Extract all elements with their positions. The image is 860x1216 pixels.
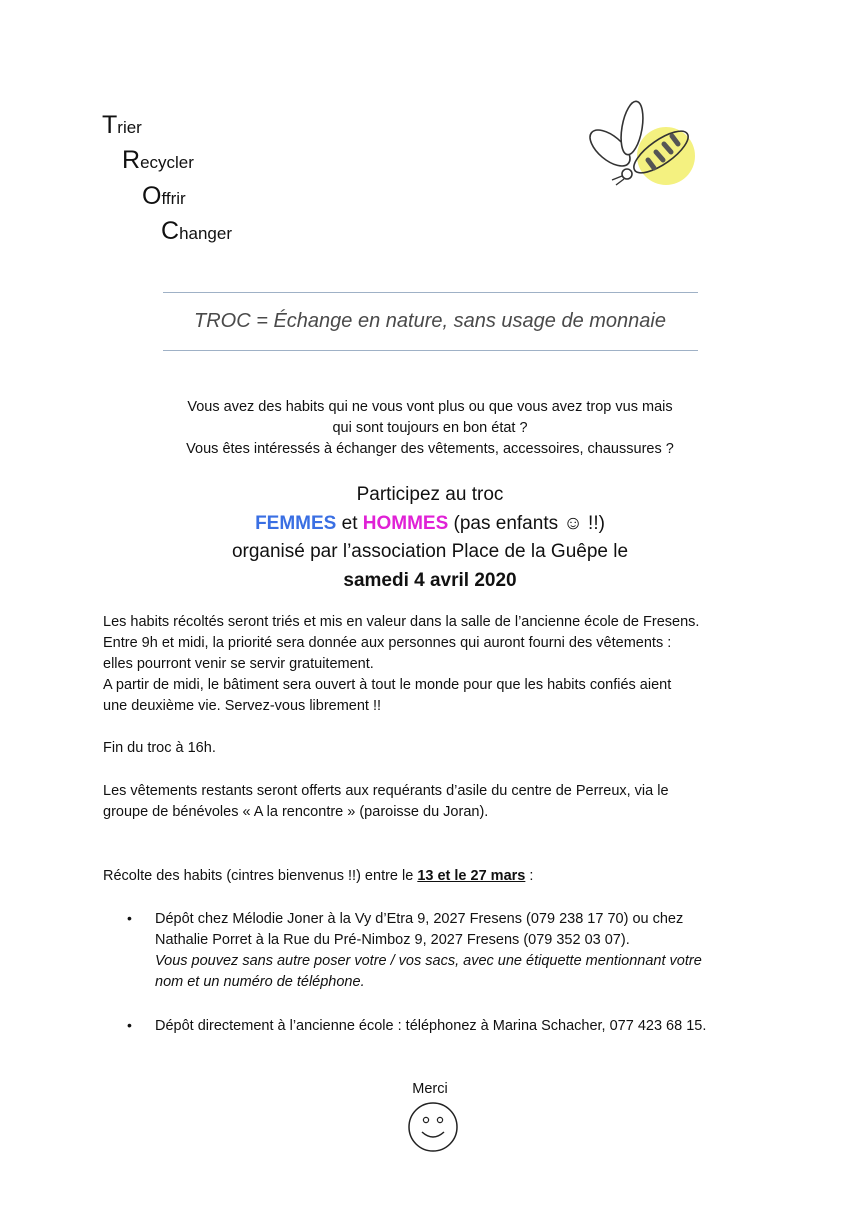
announcement	[0, 481, 860, 595]
intro-line: Vous êtes intéressés à échanger des vêtements, accessoires, chaussures ?	[186, 441, 674, 457]
acronym-trier: Trier	[102, 111, 142, 139]
organizer-line: organisé par l’association Place de la Guêpe le	[231, 541, 629, 562]
tagline: TROC = Échange en nature, sans usage de monnaie	[194, 310, 666, 332]
bullet-marker: •	[127, 910, 132, 926]
acronym-recycler: Recycler	[122, 146, 194, 174]
top-divider	[163, 292, 698, 293]
hommes-label: HOMMES	[362, 512, 449, 534]
bullet-item: Dépôt directement à l’ancienne école : téléphonez à Marina Schacher, 077 423 68 15.	[155, 1018, 707, 1034]
intro-text	[0, 397, 860, 460]
collection-dates: Récolte des habits (cintres bienvenus !!) entre le 13 et le 27 mars :	[103, 868, 534, 884]
bullet-marker: •	[127, 1017, 132, 1033]
donation-paragraph: Les vêtements restants seront offerts aux requérants d’asile du centre de Perreux, via le groupe de bénévoles « A la rencontre » (paroisse du Joran).	[103, 783, 669, 820]
announcement-title: Participez au troc	[356, 484, 504, 505]
femmes-label: FEMMES	[255, 512, 337, 534]
bullet-item: Dépôt chez Mélodie Joner à la Vy d’Etra 9, 2027 Fresens (079 238 17 70) ou chez Nathalie Porret à la Rue du Pré-Nimboz 9, 2027 Fresens (079 352 03 07). Vous pouvez sans autre poser votre / vos sacs, avec une étiquette mentionnant votre nom et un numéro de téléphone.	[155, 911, 702, 990]
acronym-offrir: Offrir	[142, 182, 186, 210]
smiley-icon	[407, 1101, 459, 1153]
bottom-divider	[163, 350, 698, 351]
audience-line: FEMMES et HOMMES (pas enfants ☺ !!)	[255, 512, 605, 534]
event-date: samedi 4 avril 2020	[343, 569, 517, 591]
intro-line: qui sont toujours en bon état ?	[332, 420, 528, 436]
acronym-changer: Changer	[161, 217, 232, 245]
thanks-text: Merci	[412, 1081, 448, 1097]
intro-line: Vous avez des habits qui ne vous vont plus ou que vous avez trop vus mais	[187, 399, 673, 415]
wasp-logo-icon	[582, 100, 702, 200]
description-paragraph: Les habits récoltés seront triés et mis en valeur dans la salle de l’ancienne école de Fresens. Entre 9h et midi, la priorité sera donnée aux personnes qui auront fourni des vêtements : elles pourront venir se servir gratuitement. A partir de midi, le bâtiment sera ouvert à tout le monde pour que les habits confiés aient une deuxième vie. Servez-vous librement !!	[103, 614, 700, 714]
end-time: Fin du troc à 16h.	[103, 740, 216, 756]
